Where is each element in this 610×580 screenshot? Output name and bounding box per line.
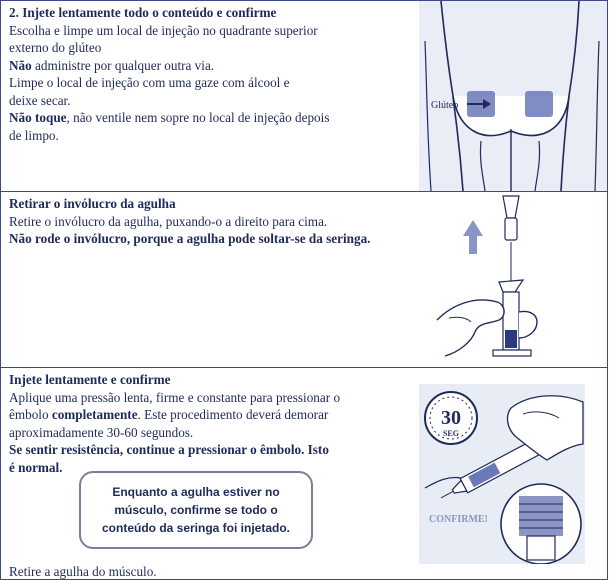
- section-title: Retirar o invólucro da agulha: [9, 196, 176, 211]
- inject-illustration: [419, 384, 585, 564]
- text-line: Escolha e limpe um local de injeção no quadrante superior: [9, 22, 318, 38]
- text-span: . Este procedimento deverá demorar: [137, 407, 329, 422]
- text-line: [9, 109, 329, 127]
- timer-unit: SEG: [442, 429, 460, 438]
- gluteus-label: Glúteo: [431, 100, 459, 111]
- section-title: Injete lentamente e confirme: [9, 372, 171, 387]
- text-span: êmbolo: [9, 407, 52, 422]
- bold-text: Não: [9, 57, 32, 73]
- bold-text: completamente: [51, 407, 138, 422]
- text-line: [9, 406, 340, 424]
- confirm-label: CONFIRME!: [429, 514, 488, 525]
- step-inject-text: [9, 371, 340, 476]
- remove-cap-illustration: [419, 192, 607, 367]
- text-line: Limpe o local de injeção com uma gaze com álcool e: [9, 75, 290, 90]
- bold-text: Não toque: [9, 110, 67, 125]
- text-line: [9, 57, 329, 75]
- step-injection-site-text: [9, 4, 329, 144]
- text-line: deixe secar.: [9, 92, 71, 108]
- timer-number: 30: [441, 407, 461, 429]
- text-line: Retire o invólucro da agulha, puxando-o a direito para cima.: [9, 213, 328, 229]
- gluteus-illustration: [419, 1, 607, 191]
- callout-text: Enquanto a agulha estiver no músculo, confirme se todo o conteúdo da seringa foi injetado.: [101, 485, 290, 535]
- text-span: administre por qualquer outra via.: [31, 57, 215, 73]
- warning-line: Não rode o invólucro, porque a agulha pode soltar-se da seringa.: [9, 231, 371, 246]
- warning-line: é normal.: [9, 459, 63, 475]
- text-line: externo do glúteo: [9, 40, 102, 55]
- warning-line: Se sentir resistência, continue a pressionar o êmbolo. Isto: [9, 442, 329, 457]
- confirm-callout-box: [79, 471, 313, 549]
- text-line: Aplique uma pressão lenta, firme e constante para pressionar o: [9, 389, 341, 405]
- step-remove-cap: [0, 191, 608, 368]
- final-instruction: Retire a agulha do músculo.: [9, 564, 157, 579]
- text-span: , não ventile nem sopre no local de injeção depois: [66, 110, 330, 125]
- text-line: de limpo.: [9, 127, 59, 143]
- step-remove-cap-text: [9, 195, 370, 248]
- injection-zone-right: [525, 91, 553, 117]
- section-title: 2. Injete lentamente todo o conteúdo e confirme: [9, 5, 277, 20]
- step-injection-site: [0, 0, 608, 192]
- step-inject: [0, 367, 608, 580]
- text-line: aproximadamente 30-60 segundos.: [9, 424, 194, 440]
